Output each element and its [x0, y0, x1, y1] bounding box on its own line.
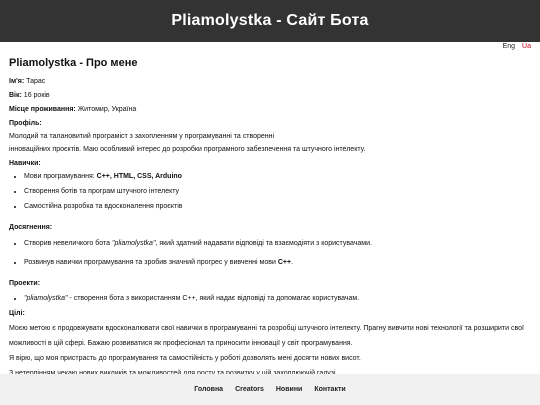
skills-heading: Навички: [9, 160, 41, 167]
location-row [9, 105, 531, 114]
list-item [24, 172, 531, 181]
achievement-text: Створив невеличкого бота [24, 240, 112, 247]
achievements-list [9, 239, 531, 267]
language-name: C++ [277, 259, 292, 266]
about-content [9, 56, 531, 382]
skill-languages-label: Мови програмування: [24, 173, 97, 180]
location-value: Житомир, Україна [77, 106, 137, 113]
profile-line: Молодий та талановитий програміст з захопленням у програмуванні та створенні [9, 133, 275, 140]
bot-name: "pliamolystka" [111, 240, 156, 247]
footer-link-creators[interactable]: Creators [235, 386, 264, 393]
location-label: Місце проживання: [9, 106, 76, 113]
achievement-text: . [291, 259, 294, 266]
achievements-heading: Досягнення: [9, 224, 53, 231]
project-text: - створення бота з використанням C++, який надає відповіді та допомагає користувачам. [67, 295, 360, 302]
skills-list [9, 172, 531, 211]
list-item: • Створення ботів та програм штучного інтелекту [24, 187, 531, 196]
achievement-text: , який здатний надавати відповіді та взаємодіяти з користувачами. [155, 240, 372, 247]
profile-heading: Профіль: [9, 120, 42, 127]
list-item [24, 294, 531, 303]
projects-list [9, 294, 531, 303]
footer-link-contacts[interactable]: Контакти [314, 386, 346, 393]
site-footer [0, 374, 540, 405]
footer-link-home[interactable]: Головна [194, 386, 224, 393]
age-label: Вік: [9, 92, 22, 99]
site-header [0, 0, 540, 42]
footer-link-news[interactable]: Новини [275, 386, 303, 393]
language-switcher [498, 42, 531, 51]
goals-line: можливості в цій сфері. Бажаю розвиватися як професіонал та приносити інновації у світ програмування. [9, 340, 353, 347]
list-item [24, 258, 531, 267]
age-value: 16 років [23, 92, 50, 99]
goals-heading: Цілі: [9, 310, 25, 317]
list-item: • Самостійна розробка та вдосконалення проєктів [24, 202, 531, 211]
age-row [9, 91, 531, 100]
projects-heading: Проекти: [9, 280, 41, 287]
achievement-text: Розвинув навички програмування та зробив значний прогрес у вивченні мови [24, 259, 278, 266]
site-title: Pliamolystka - Сайт Бота [171, 12, 369, 29]
page-title: Pliamolystka - Про мене [9, 57, 138, 69]
lang-ua-link[interactable]: Ua [522, 43, 531, 50]
goals-line: Моєю метою є продовжувати вдосконалювати свої навички в програмуванні та розробці штучного інтелекту. Прагну вивчити нові технології та розширити свої [9, 325, 524, 332]
list-item [24, 239, 531, 248]
name-label: Ім'я: [9, 78, 25, 85]
name-row [9, 77, 531, 86]
goals-line: Я вірю, що моя пристрасть до програмування та самостійність у роботі дозволять мені досягти нових висот. [9, 355, 361, 362]
lang-en-link[interactable]: Eng [502, 43, 516, 50]
profile-line: інноваційних проєктів. Маю особливий інтерес до розробки програмного забезпечення та штучного інтелекту. [9, 146, 366, 153]
name-value: Тарас [26, 78, 46, 85]
project-name: "pliamolystka" [24, 295, 68, 302]
skill-languages-value: C++, HTML, CSS, Arduino [96, 173, 182, 180]
